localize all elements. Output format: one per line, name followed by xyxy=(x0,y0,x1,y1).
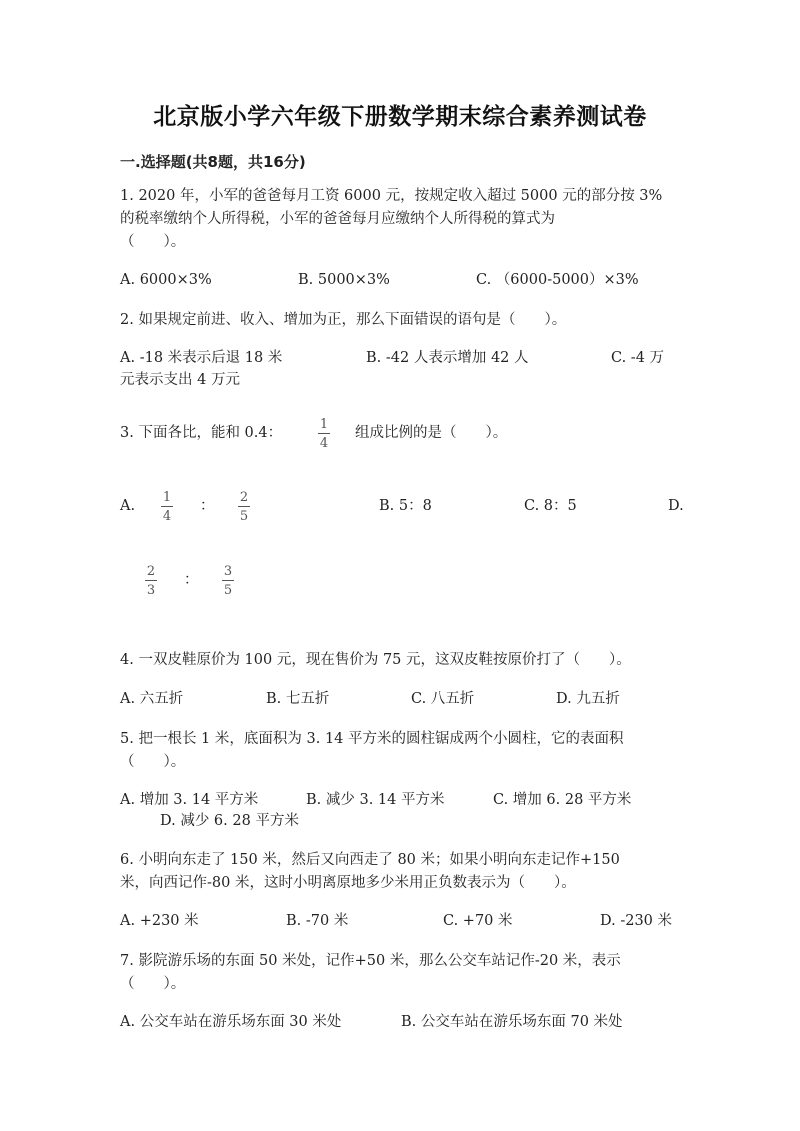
question-7-line-2: （ ）。 xyxy=(120,976,186,992)
question-3-option-c: C. 8：5 xyxy=(524,498,577,514)
question-7-line-1: 7. 影院游乐场的东面 50 米处，记作+50 米，那么公交车站记作-20 米，表示 xyxy=(120,953,621,969)
page-title: 北京版小学六年级下册数学期末综合素养测试卷 xyxy=(153,104,647,130)
question-3-option-a-fraction-2 xyxy=(234,490,254,524)
question-6-line-1: 6. 小明向东走了 150 米，然后又向西走了 80 米；如果小明向东走记作+150 xyxy=(120,852,620,868)
fraction-denominator: 4 xyxy=(162,509,172,524)
question-5-option-b: B. 减少 3. 14 平方米 xyxy=(306,792,445,808)
fraction-bar xyxy=(145,580,157,581)
question-6-option-d: D. -230 米 xyxy=(600,913,673,929)
question-3-option-a-fraction-1 xyxy=(157,490,177,524)
question-1-line-3: （ ）。 xyxy=(120,234,186,250)
question-3-option-a-label: A. xyxy=(120,498,136,514)
question-6-option-b: B. -70 米 xyxy=(286,913,349,929)
question-6-option-a: A. +230 米 xyxy=(120,913,199,929)
question-3-option-d-colon: ： xyxy=(184,572,199,588)
question-3-prefix: 3. 下面各比，能和 0.4： xyxy=(120,425,283,441)
question-3-option-d-label: D. xyxy=(668,498,684,514)
question-2-option-a: A. -18 米表示后退 18 米 xyxy=(120,350,283,366)
question-3-option-d-fraction-1 xyxy=(141,564,161,598)
question-3-fraction xyxy=(314,417,334,451)
question-7-option-b: B. 公交车站在游乐场东面 70 米处 xyxy=(401,1014,623,1030)
question-3-suffix: 组成比例的是（ ）。 xyxy=(355,425,508,441)
fraction-bar xyxy=(161,506,173,507)
fraction-denominator: 4 xyxy=(319,436,329,451)
fraction-numerator: 3 xyxy=(223,564,233,579)
question-2-option-b: B. -42 人表示增加 42 人 xyxy=(366,350,529,366)
question-4-option-d: D. 九五折 xyxy=(556,691,620,707)
fraction-denominator: 5 xyxy=(223,583,233,598)
question-2-option-c: C. -4 万 xyxy=(611,350,665,366)
fraction-bar xyxy=(318,433,330,434)
fraction-numerator: 2 xyxy=(146,564,156,579)
question-1-option-b: B. 5000×3% xyxy=(298,272,390,288)
question-4-option-a: A. 六五折 xyxy=(120,691,184,707)
question-3-option-d-fraction-2 xyxy=(218,564,238,598)
fraction-bar xyxy=(238,506,250,507)
fraction-denominator: 3 xyxy=(146,583,156,598)
question-4-option-b: B. 七五折 xyxy=(266,691,330,707)
question-6-option-c: C. +70 米 xyxy=(443,913,513,929)
question-1-line-1: 1. 2020 年，小军的爸爸每月工资 6000 元，按规定收入超过 5000 元的部分按 3% xyxy=(120,188,663,204)
question-6-line-2: 米，向西记作-80 米，这时小明离原地多少米用正负数表示为（ ）。 xyxy=(120,875,576,891)
question-4-option-c: C. 八五折 xyxy=(411,691,475,707)
question-5-option-c: C. 增加 6. 28 平方米 xyxy=(493,792,632,808)
question-2-line-1: 2. 如果规定前进、收入、增加为正，那么下面错误的语句是（ ）。 xyxy=(120,312,567,328)
question-5-option-d: D. 减少 6. 28 平方米 xyxy=(160,813,299,829)
fraction-denominator: 5 xyxy=(239,509,249,524)
question-5-line-2: （ ）。 xyxy=(120,754,186,770)
question-4-line-1: 4. 一双皮鞋原价为 100 元，现在售价为 75 元，这双皮鞋按原价打了（ ）。 xyxy=(120,652,631,668)
fraction-numerator: 2 xyxy=(239,490,249,505)
question-1-option-c: C. （6000-5000）×3% xyxy=(476,272,639,288)
question-1-line-2: 的税率缴纳个人所得税，小军的爸爸每月应缴纳个人所得税的算式为 xyxy=(120,211,555,227)
question-1-option-a: A. 6000×3% xyxy=(120,272,212,288)
question-7-option-a: A. 公交车站在游乐场东面 30 米处 xyxy=(120,1014,342,1030)
section-heading: 一.选择题(共8题，共16分) xyxy=(120,153,306,171)
question-5-line-1: 5. 把一根长 1 米，底面积为 3. 14 平方米的圆柱锯成两个小圆柱，它的表面积 xyxy=(120,731,624,747)
fraction-numerator: 1 xyxy=(162,490,172,505)
fraction-numerator: 1 xyxy=(319,417,329,432)
question-2-option-c-continued: 元表示支出 4 万元 xyxy=(120,372,240,388)
question-5-option-a: A. 增加 3. 14 平方米 xyxy=(120,792,259,808)
question-3-option-b: B. 5：8 xyxy=(379,498,432,514)
fraction-bar xyxy=(222,580,234,581)
question-3-option-a-colon: ： xyxy=(200,498,215,514)
